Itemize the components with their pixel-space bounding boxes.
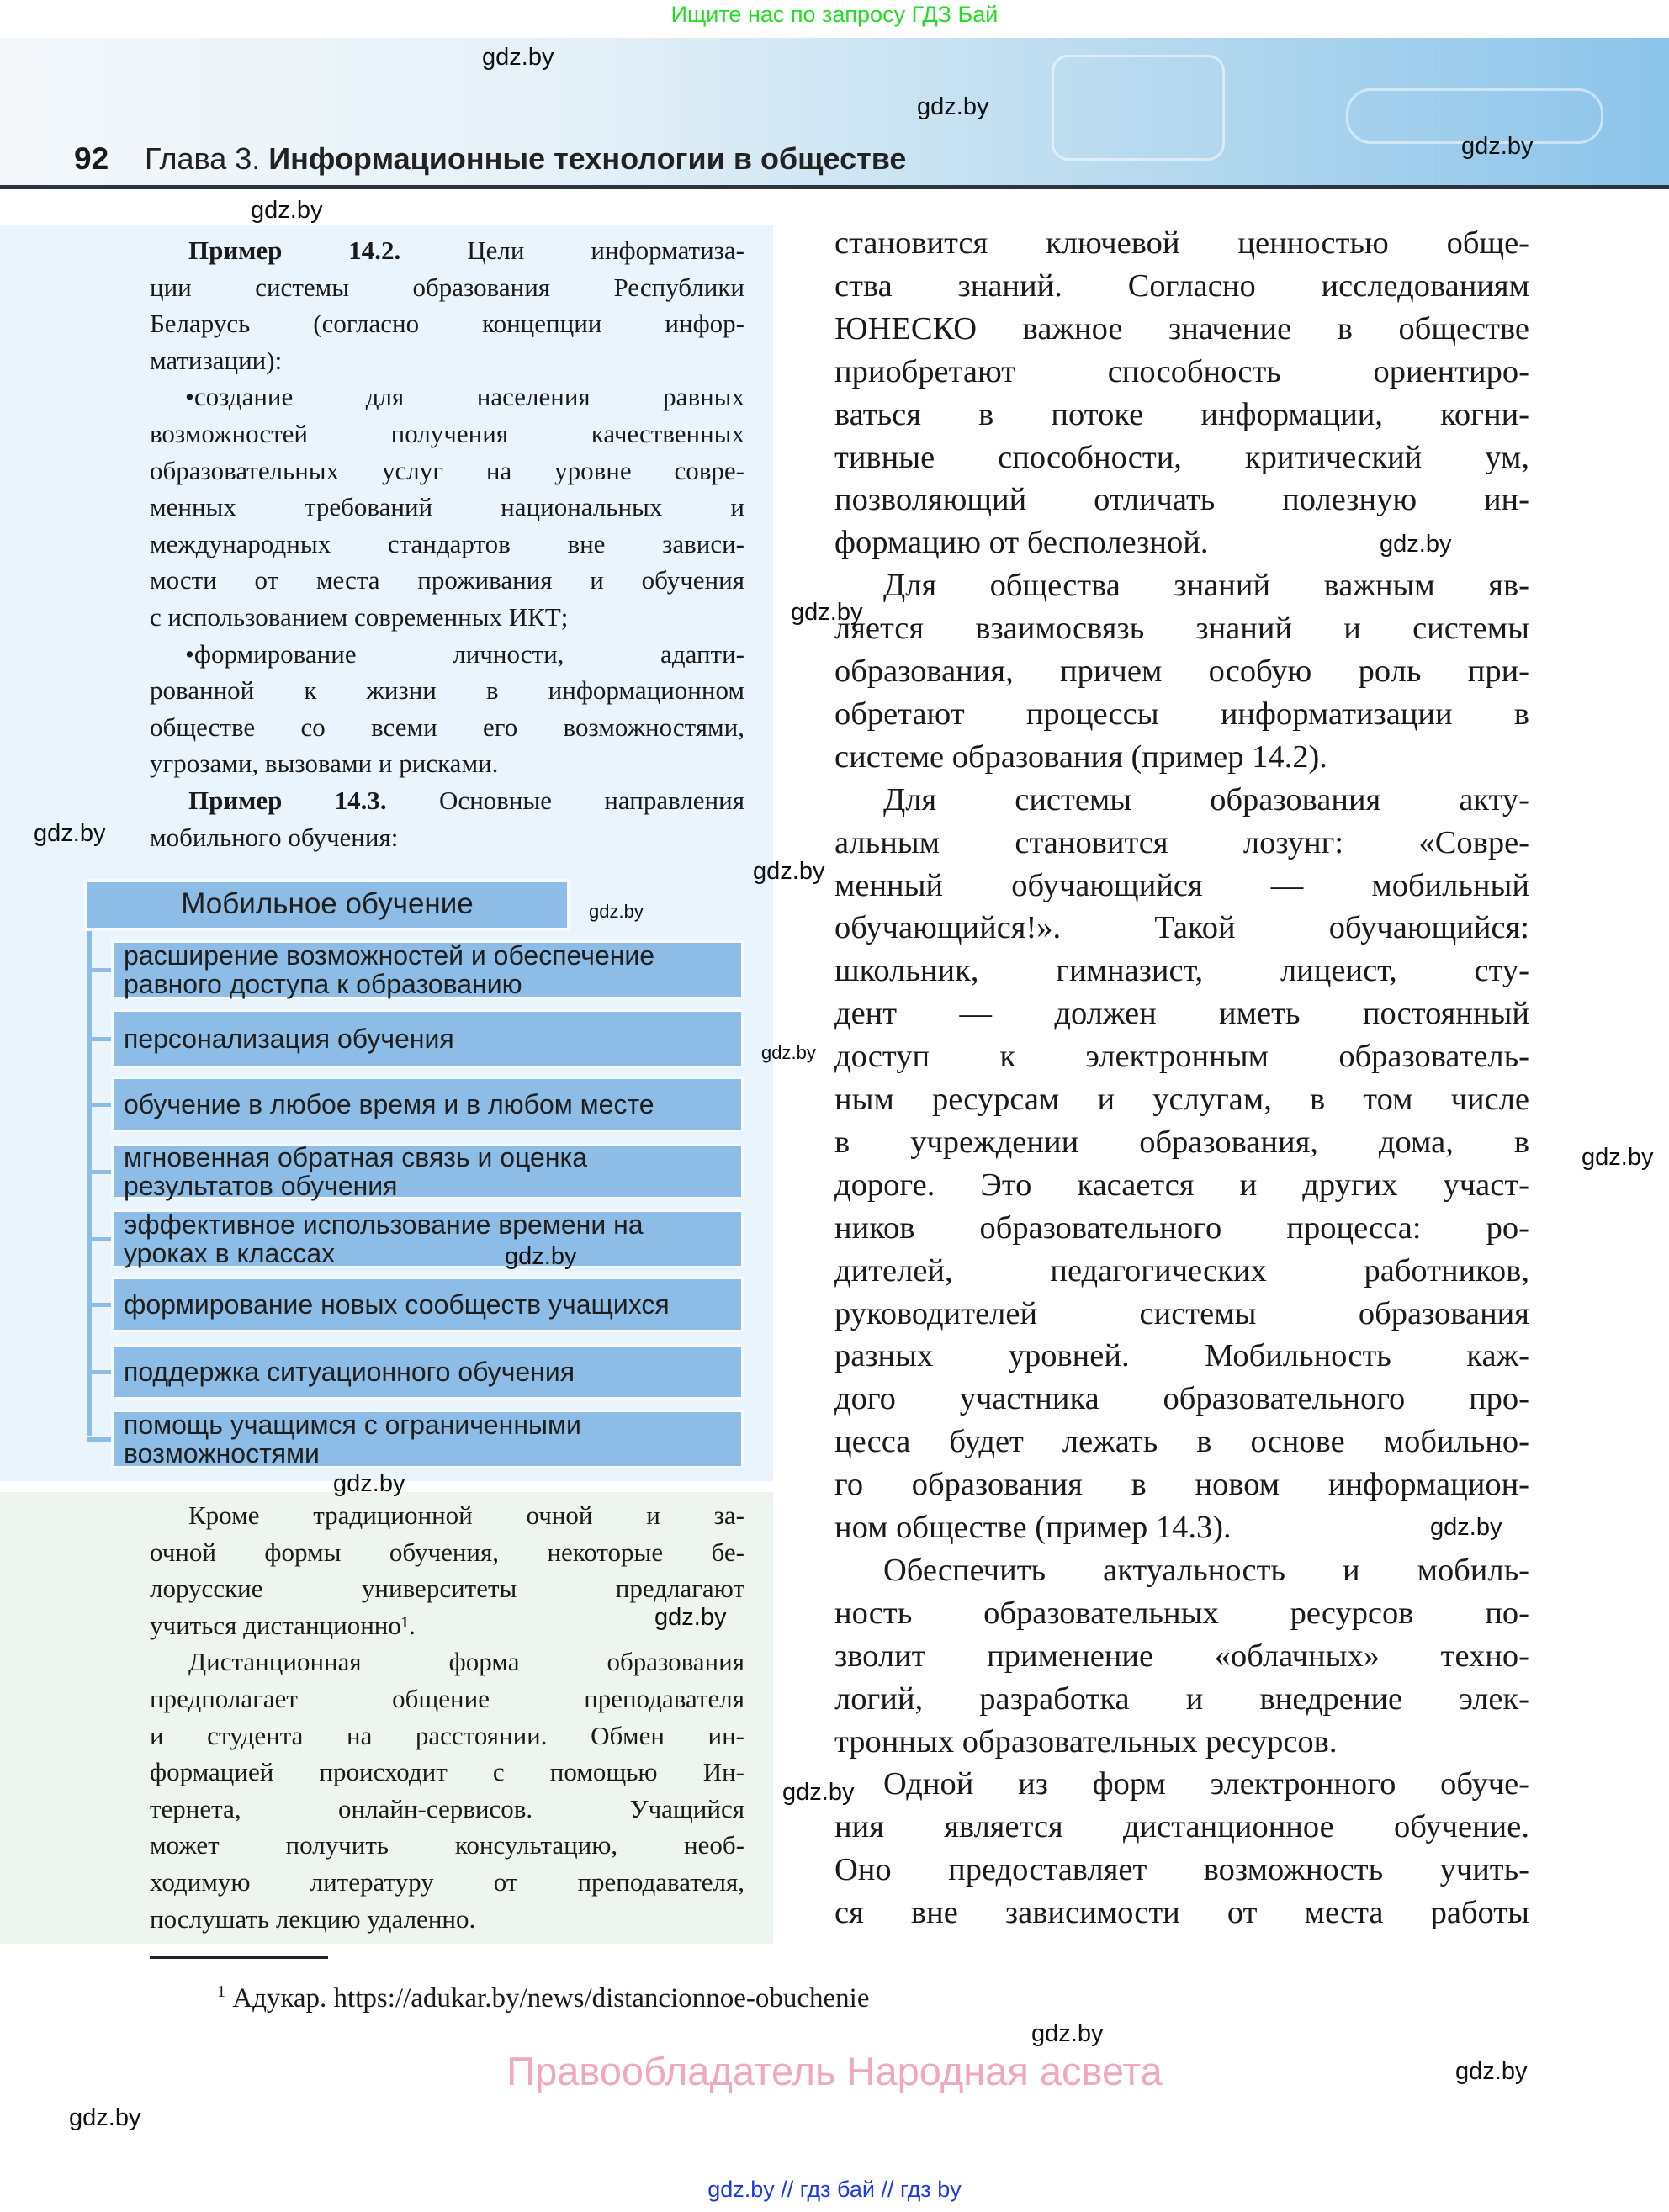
text-line	[883, 564, 1529, 607]
line-text: Дистанционная форма образования	[188, 1647, 744, 1677]
example-label: Пример 14.2.	[188, 235, 401, 265]
text-line	[834, 1635, 1529, 1678]
line-text: тивные способности, критический ум,	[834, 439, 1529, 475]
text-line	[883, 779, 1529, 822]
line-text: матизации):	[150, 345, 283, 375]
text-line	[188, 1497, 744, 1534]
text-line	[150, 1717, 744, 1754]
text-line	[188, 232, 744, 269]
search-banner[interactable]: Ищите нас по запросу ГДЗ Бай	[670, 2, 999, 27]
text-line	[834, 265, 1529, 308]
line-text: ходимую литературу от преподавателя,	[150, 1867, 744, 1897]
text-line	[150, 1570, 744, 1607]
line-text: Для общества знаний важным яв-	[883, 568, 1529, 604]
page-number: 92	[74, 141, 109, 176]
watermark: gdz.by	[1430, 1514, 1502, 1541]
line-text: Одной из форм электронного обуче-	[883, 1766, 1529, 1802]
diagram-connector-tick	[87, 1370, 113, 1374]
bottom-links[interactable]: gdz.by // гдз бай // гдз by	[707, 2177, 962, 2202]
line-text: дого участника образовательного про-	[834, 1381, 1529, 1417]
text-line	[834, 222, 1529, 265]
line-text: формацией происходит с помощью Ин-	[150, 1757, 744, 1787]
line-text: Обеспечить актуальность и мобиль-	[883, 1552, 1529, 1588]
line-text: тронных образовательных ресурсов.	[834, 1723, 1338, 1760]
chapter-title	[145, 141, 906, 177]
diagram-connector-tick	[87, 968, 113, 972]
line-text: ции системы образования Республики	[150, 272, 744, 302]
line-text: Оно предоставляет возможность учить-	[834, 1852, 1529, 1888]
line-text: становится ключевой ценностью обще-	[834, 225, 1529, 261]
text-line	[834, 1721, 1529, 1764]
line-text: ным ресурсам и услугам, в том числе	[834, 1082, 1529, 1117]
line-text: возможностей получения качественных	[150, 419, 744, 448]
diagram-connector-tick	[87, 1437, 113, 1442]
text-line	[834, 1849, 1529, 1892]
line-text: Для системы образования акту-	[883, 781, 1529, 818]
text-line	[834, 308, 1529, 351]
text-line	[834, 865, 1529, 908]
watermark: gdz.by	[482, 44, 554, 71]
line-text: и студента на расстоянии. Обмен ин-	[150, 1720, 744, 1750]
line-text: образовательных услуг на уровне совре-	[150, 455, 744, 485]
line-text: менных требований национальных и	[150, 492, 744, 522]
watermark: gdz.by	[917, 93, 989, 120]
watermark: gdz.by	[753, 858, 825, 885]
line-text: логий, разработка и внедрение элек-	[834, 1680, 1529, 1717]
text-line	[150, 672, 744, 709]
chapter-name: Информационные технологии в обществе	[268, 141, 907, 176]
line-text: ников образовательного процесса: ро-	[834, 1209, 1529, 1246]
text-line	[834, 1250, 1529, 1293]
line-text: цесса будет лежать в основе мобильно-	[834, 1424, 1529, 1460]
line-text: дороге. Это касается и других участ-	[834, 1167, 1529, 1203]
line-text: обществе со всеми его возможностями,	[150, 712, 744, 742]
watermark: gdz.by	[1455, 2058, 1528, 2085]
line-text: ся вне зависимости от места работы	[834, 1895, 1529, 1931]
watermark: gdz.by	[1461, 133, 1534, 160]
line-text: •создание для населения равных	[185, 382, 744, 412]
text-line	[150, 1534, 744, 1571]
text-line	[834, 1678, 1529, 1721]
text-line	[834, 1164, 1529, 1207]
text-line	[834, 1121, 1529, 1164]
diagram-connector	[87, 931, 92, 1436]
chapter-prefix: Глава 3.	[145, 141, 261, 176]
diagram-connector-tick	[87, 1303, 113, 1307]
text-line	[150, 415, 744, 452]
diagram-connector-tick	[87, 1170, 113, 1174]
text-line	[834, 1207, 1529, 1250]
text-line	[834, 437, 1529, 479]
line-text: в учреждении образования, дома, в	[834, 1124, 1529, 1160]
text-line	[883, 1763, 1529, 1806]
line-text: ЮНЕСКО важное значение в обществе	[834, 310, 1529, 347]
line-text: доступ к электронным образователь-	[834, 1039, 1529, 1075]
circuit-decoration	[1052, 55, 1225, 161]
line-text: Основные направления	[386, 786, 744, 815]
watermark: gdz.by	[505, 1243, 577, 1270]
text-line	[150, 819, 744, 856]
line-text: ства знаний. Согласно исследованиям	[834, 267, 1529, 304]
text-line	[150, 599, 744, 636]
text-line	[834, 1293, 1529, 1336]
diagram-item: мгновенная обратная связь и оценка результатов обучения	[111, 1144, 744, 1199]
watermark: gdz.by	[1380, 531, 1452, 558]
text-line	[150, 305, 744, 342]
text-line	[834, 351, 1529, 394]
line-text: международных стандартов вне зависи-	[150, 528, 744, 558]
watermark: gdz.by	[69, 2104, 141, 2131]
text-line	[150, 709, 744, 746]
line-text: учиться дистанционно¹.	[150, 1610, 416, 1640]
diagram-item: формирование новых сообществ учащихся	[111, 1277, 744, 1332]
text-line	[834, 1035, 1529, 1078]
line-text: го образования в новом информацион-	[834, 1467, 1529, 1503]
line-text: зволит применение «облачных» техно-	[834, 1638, 1529, 1674]
example-label: Пример 14.3.	[188, 786, 387, 815]
footnote-mark: 1	[217, 1982, 225, 2001]
text-line	[150, 1827, 744, 1864]
text-line	[188, 1643, 744, 1680]
line-text: может получить консультацию, необ-	[150, 1830, 744, 1860]
text-line	[834, 394, 1529, 437]
text-line	[185, 378, 744, 415]
line-text: ляется взаимосвязь знаний и системы	[834, 611, 1529, 647]
text-line	[834, 992, 1529, 1035]
text-line	[834, 607, 1529, 650]
text-line	[834, 1892, 1529, 1934]
watermark: gdz.by	[34, 820, 106, 847]
text-line	[150, 1791, 744, 1828]
text-line	[834, 479, 1529, 521]
line-text: предполагает общение преподавателя	[150, 1684, 744, 1713]
watermark: gdz.by	[654, 1604, 727, 1631]
text-line	[834, 907, 1529, 950]
diagram-connector-tick	[87, 1037, 113, 1041]
line-text: тернета, онлайн-сервисов. Учащийся	[150, 1793, 744, 1823]
watermark: gdz.by	[251, 197, 323, 224]
watermark: gdz.by	[1031, 2020, 1104, 2047]
text-line	[150, 1754, 744, 1791]
text-line	[834, 650, 1529, 693]
text-line	[834, 1506, 1529, 1549]
text-line	[150, 269, 744, 306]
text-line	[834, 1592, 1529, 1635]
line-text: альным становится лозунг: «Совре-	[834, 824, 1529, 860]
line-text: Беларусь (согласно концепции инфор-	[150, 309, 744, 339]
text-line	[150, 745, 744, 782]
text-line	[834, 1463, 1529, 1506]
diagram-item: персонализация обучения	[111, 1009, 744, 1068]
line-text: руководителей системы образования	[834, 1295, 1529, 1331]
watermark: gdz.by	[782, 1779, 855, 1806]
line-text: обретают процессы информатизации в	[834, 696, 1529, 732]
diagram-connector-tick	[87, 1237, 113, 1241]
line-text: формацию от бесполезной.	[834, 525, 1209, 561]
line-text: лорусские университеты предлагают	[150, 1574, 744, 1604]
line-text: приобретают способность ориентиро-	[834, 353, 1529, 389]
line-text: образования, причем особую роль при-	[834, 654, 1529, 689]
watermark: gdz.by	[791, 599, 863, 626]
line-text: Кроме традиционной очной и за-	[188, 1500, 744, 1530]
text-line	[834, 693, 1529, 736]
line-text: ность образовательных ресурсов по-	[834, 1595, 1529, 1631]
line-text: разных уровней. Мобильность каж-	[834, 1338, 1529, 1374]
diagram-item: эффективное использование времени на уроках в классах	[111, 1209, 744, 1268]
text-line	[150, 342, 744, 379]
line-text: обучающийся!». Такой обучающийся:	[834, 910, 1529, 946]
text-line	[834, 1335, 1529, 1378]
watermark: gdz.by	[761, 1042, 816, 1063]
line-text: менный обучающийся — мобильный	[834, 867, 1529, 903]
line-text: школьник, гимназист, лицеист, сту-	[834, 953, 1529, 989]
diagram-item: обучение в любое время и в любом месте	[111, 1077, 744, 1132]
text-line	[834, 736, 1529, 779]
text-line	[834, 1421, 1529, 1463]
diagram-item: поддержка ситуационного обучения	[111, 1344, 744, 1400]
text-line	[834, 1806, 1529, 1849]
line-text: дент — должен иметь постоянный	[834, 996, 1529, 1032]
watermark: gdz.by	[333, 1470, 405, 1497]
text-line	[150, 1864, 744, 1901]
line-text: ваться в потоке информации, когни-	[834, 396, 1529, 432]
footnote-divider	[150, 1956, 328, 1959]
line-text: позволяющий отличать полезную ин-	[834, 482, 1529, 518]
line-text: мобильного обучения:	[150, 822, 399, 852]
line-text: очной формы обучения, некоторые бе-	[150, 1537, 744, 1567]
diagram-item: расширение возможностей и обеспечение равного доступа к образованию	[111, 940, 744, 999]
text-line	[150, 452, 744, 489]
line-text: послушать лекцию удаленно.	[150, 1903, 476, 1934]
rights-holder: Правообладатель Народная асвета	[506, 2049, 1163, 2093]
text-line	[834, 1078, 1529, 1121]
text-line	[150, 1680, 744, 1717]
footnote-text[interactable]: Адукар. https://adukar.by/news/distancionnoe-obuchenie	[232, 1983, 870, 2014]
text-line	[150, 1901, 744, 1938]
text-line	[834, 950, 1529, 992]
text-line	[185, 636, 744, 673]
text-line	[834, 1378, 1529, 1421]
watermark: gdz.by	[589, 901, 644, 922]
line-text: системе образования (пример 14.2).	[834, 738, 1327, 775]
footnote	[217, 1975, 870, 2015]
diagram-item: помощь учащимся с ограниченными возможностями	[111, 1410, 744, 1468]
line-text: с использованием современных ИКТ;	[150, 602, 569, 632]
line-text: рованной к жизни в информационном	[150, 675, 744, 706]
line-text: ния является дистанционное обучение.	[834, 1809, 1529, 1845]
text-line	[150, 489, 744, 526]
diagram-connector-tick	[87, 1103, 113, 1107]
text-line	[188, 782, 744, 819]
line-text: мости от места проживания и обучения	[150, 565, 744, 595]
line-text: угрозами, вызовами и рисками.	[150, 749, 499, 779]
diagram-title: Мобильное обучение	[84, 879, 570, 931]
line-text: дителей, педагогических работников,	[834, 1252, 1529, 1289]
line-text: Цели информатиза-	[400, 235, 744, 265]
text-line	[883, 1549, 1529, 1592]
line-text: ном обществе (пример 14.3).	[834, 1510, 1232, 1545]
text-line	[150, 526, 744, 563]
watermark: gdz.by	[1582, 1144, 1654, 1171]
text-line	[150, 562, 744, 599]
text-line	[834, 822, 1529, 865]
line-text: •формирование личности, адапти-	[185, 638, 744, 669]
